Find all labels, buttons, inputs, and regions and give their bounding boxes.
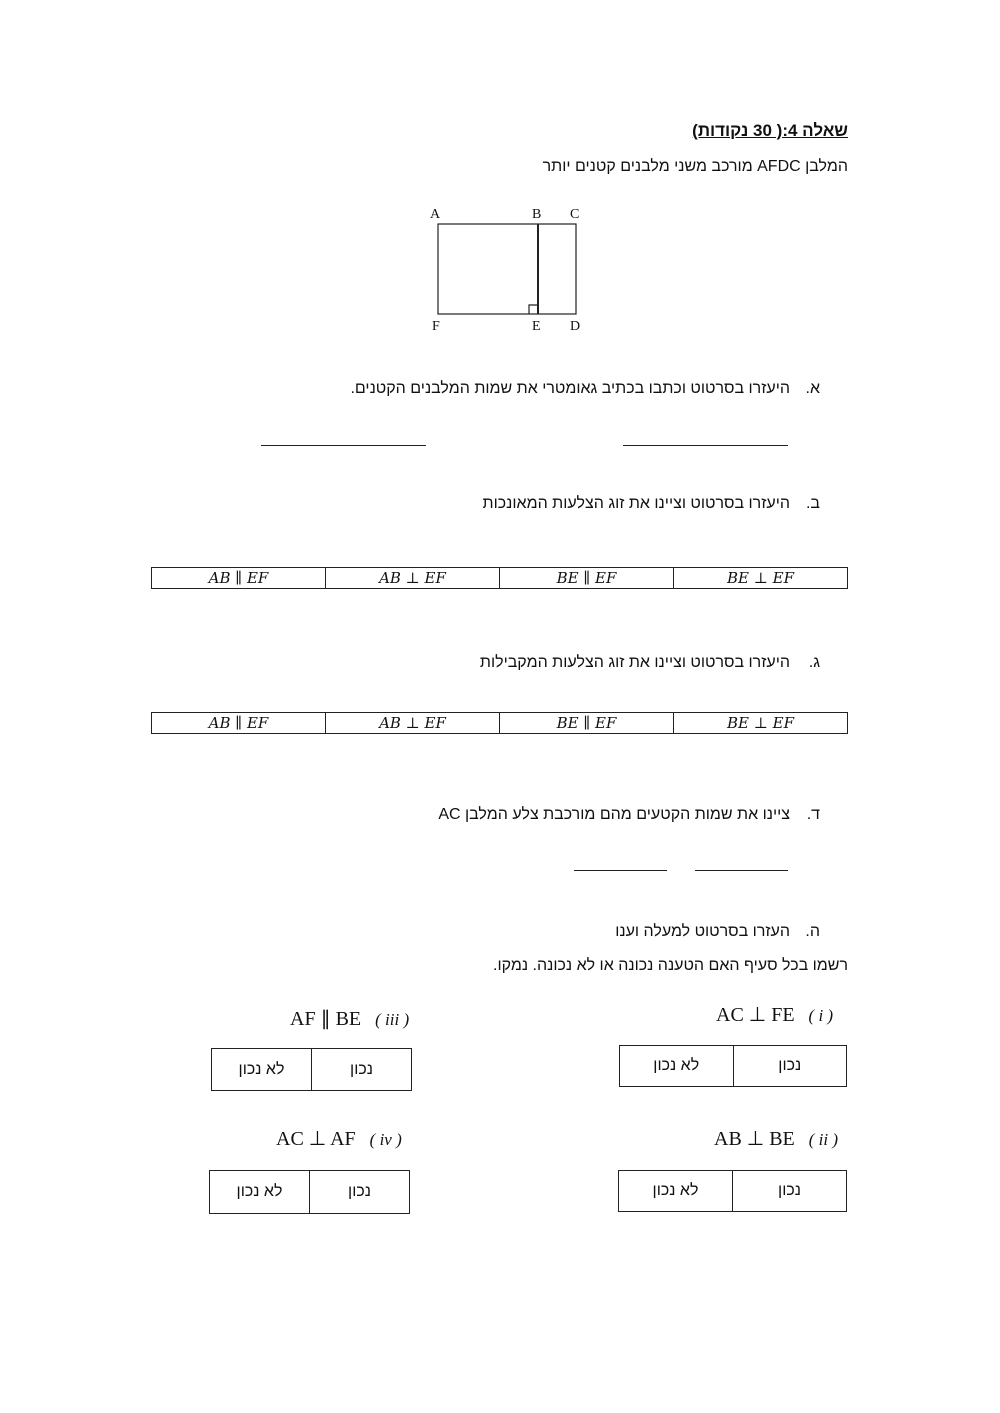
tf-i-false[interactable]: לא נכון <box>653 1057 700 1074</box>
claim-ii-statement: AB ⊥ BE <box>714 1128 795 1150</box>
question-c-letter: ג. <box>808 654 820 671</box>
question-a-letter: א. <box>805 380 820 397</box>
question-a <box>350 380 820 398</box>
question-e <box>615 923 820 941</box>
claim-iii-number: ( iii ) <box>375 1010 410 1029</box>
tf-ii-false[interactable]: לא נכון <box>652 1182 699 1199</box>
option-c-2[interactable]: AB ⊥ EF <box>326 713 500 734</box>
claim-iv-statement: AC ⊥ AF <box>276 1128 356 1150</box>
tf-iv-true[interactable]: נכון <box>309 1171 409 1213</box>
options-table-b <box>151 567 848 589</box>
question-title: שאלה 4:( 30 נקודות) <box>692 121 848 140</box>
right-angle-mark <box>529 305 538 314</box>
question-c <box>480 654 820 672</box>
option-c-4[interactable]: BE ⊥ EF <box>674 713 848 734</box>
tf-box-iii <box>211 1048 412 1091</box>
answer-line-a2[interactable] <box>261 445 426 446</box>
answer-line-a1[interactable] <box>623 445 788 446</box>
question-e-text: העזרו בסרטוט למעלה וענו <box>615 923 790 940</box>
vertex-label-c: C <box>570 207 580 222</box>
claim-i-number: ( i ) <box>808 1006 834 1025</box>
question-b-text: היעזרו בסרטוט וציינו את זוג הצלעות המאונכות <box>482 495 790 512</box>
question-d-letter: ד. <box>806 806 820 823</box>
claim-i-statement: AC ⊥ FE <box>716 1004 795 1026</box>
claim-ii-number: ( ii ) <box>808 1130 839 1149</box>
question-d <box>438 806 820 824</box>
claim-i <box>716 1002 833 1027</box>
question-b-letter: ב. <box>805 495 820 512</box>
answer-line-d2[interactable] <box>574 870 667 871</box>
vertex-label-d: D <box>570 319 581 334</box>
option-c-1[interactable]: AB ∥ EF <box>152 713 326 734</box>
rectangle-diagram <box>420 200 600 340</box>
vertex-label-e: E <box>532 319 541 334</box>
option-b-4[interactable]: BE ⊥ EF <box>674 568 848 589</box>
question-a-text: היעזרו בסרטוט וכתבו בכתיב גאומטרי את שמות המלבנים הקטנים. <box>350 380 790 397</box>
tf-box-iv <box>209 1170 410 1214</box>
vertex-label-f: F <box>432 319 440 334</box>
tf-ii-true[interactable]: נכון <box>732 1171 846 1211</box>
option-b-3[interactable]: BE ∥ EF <box>500 568 674 589</box>
claim-iv <box>276 1126 402 1151</box>
tf-iii-false[interactable]: לא נכון <box>238 1060 285 1078</box>
claim-iv-number: ( iv ) <box>369 1130 402 1149</box>
question-b <box>483 495 820 513</box>
options-table-c <box>151 712 848 734</box>
intro-text: המלבן AFDC מורכב משני מלבנים קטנים יותר <box>542 158 848 175</box>
claim-ii <box>714 1126 838 1151</box>
vertex-label-b: B <box>532 207 542 222</box>
tf-box-ii <box>618 1170 847 1212</box>
tf-box-i <box>619 1045 847 1087</box>
tf-iv-false[interactable]: לא נכון <box>236 1183 283 1200</box>
tf-iii-true[interactable]: נכון <box>311 1049 411 1090</box>
answer-line-d1[interactable] <box>695 870 788 871</box>
instruction-text: רשמו בכל סעיף האם הטענה נכונה או לא נכונה. נמקו. <box>493 957 848 974</box>
option-b-2[interactable]: AB ⊥ EF <box>326 568 500 589</box>
tf-i-true[interactable]: נכון <box>733 1046 847 1086</box>
question-d-text: ציינו את שמות הקטעים מהם מורכבת צלע המלבן AC <box>438 806 790 823</box>
question-e-letter: ה. <box>805 923 820 940</box>
vertex-label-a: A <box>430 207 441 222</box>
question-c-text: היעזרו בסרטוט וציינו את זוג הצלעות המקבילות <box>479 654 790 671</box>
option-c-3[interactable]: BE ∥ EF <box>500 713 674 734</box>
claim-iii-statement: AF ∥ BE <box>290 1008 362 1030</box>
claim-iii <box>290 1006 409 1031</box>
option-b-1[interactable]: AB ∥ EF <box>152 568 326 589</box>
rectangle-afdc <box>438 224 576 314</box>
